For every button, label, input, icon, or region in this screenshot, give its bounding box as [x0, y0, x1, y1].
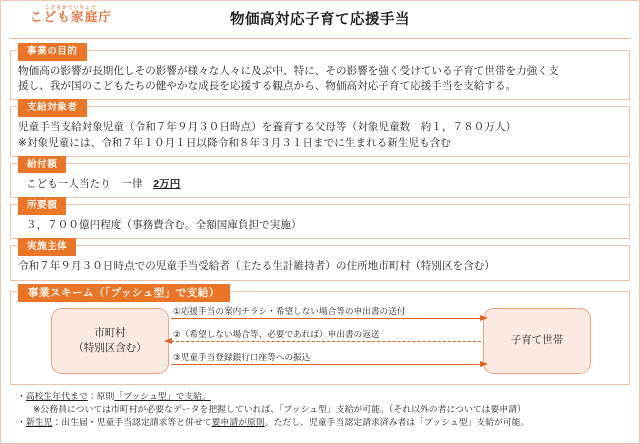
flow-arrow-1-label: ①応援手当の案内チラシ・希望しない場合等の申出書の送付: [173, 305, 406, 316]
benefit-amount-prefix: こども一人当たり 一律: [26, 177, 154, 190]
text-line: 令和７年９月３０日時点での児童手当受給者（主たる生計維持者）の住所地市町村（特別区を含む）: [18, 260, 495, 273]
footnote-line-2: ※公務員については市町村が必要なデータを把握していれば、「プッシュ型」支給が可能。（それ以外の者については要申請）: [33, 403, 526, 414]
section-label-scheme: 事業スキーム（「プッシュ型」で支給）: [18, 284, 230, 303]
section-eligible-recipients: [10, 102, 630, 156]
section-required-budget: [10, 200, 630, 239]
section-body-benefit-amount: [18, 177, 622, 192]
footnote-3-rest: 。ただし、児童手当認定請求済み者は「プッシュ型」支給が可能。: [264, 417, 530, 428]
section-purpose: [10, 46, 630, 100]
section-body-implementing-body: [18, 259, 622, 274]
benefit-amount-line: [26, 177, 622, 192]
section-label-purpose: 事業の目的: [18, 43, 87, 61]
text-line: 物価高の影響が長期化しその影響が様々な人々に及ぶ中、特に、その影響を強く受けている子育て世帯を力強く支: [18, 65, 559, 77]
text-line: 援し、我が国のこどもたちの健やかな成長を応援する観点から、物価高対応子育て応援手当を支給する。: [18, 80, 517, 93]
text-line: ３，７００億円程度（事務費含む。全額国庫負担で実施）: [26, 219, 302, 232]
arrow-right-icon: [480, 361, 488, 367]
diagram-node-municipality-text: [73, 326, 147, 355]
municipality-line-1: 市町村: [94, 326, 126, 339]
flow-arrow-3-label: ③児童手当登録銀行口座等への振込: [173, 351, 311, 362]
agency-logo-furigana: こどもかていちょう: [44, 4, 98, 11]
footnote-line-3: [17, 416, 630, 429]
flow-arrow-1-line: [171, 318, 481, 319]
section-scheme-diagram: [10, 286, 630, 385]
municipality-line-2: （特別区含む）: [73, 341, 147, 354]
section-body-required-budget: [18, 218, 622, 233]
benefit-amount-value: 2万円: [153, 177, 181, 190]
section-benefit-amount: [10, 158, 630, 198]
section-label-required-budget: 所要額: [18, 197, 66, 215]
diagram-node-household-text: 子育て世帯: [510, 334, 564, 347]
footnote-1-emphasis: 「プッシュ型」で支給。: [114, 390, 211, 401]
footnote-line-1: [17, 390, 630, 403]
section-label-implementing-body: 実施主体: [18, 238, 76, 256]
footnote-1-term: 高校生年代まで: [25, 390, 88, 401]
section-label-eligible-recipients: 支給対象者: [18, 99, 87, 117]
arrow-right-icon: [480, 315, 488, 321]
footnotes: [17, 390, 630, 430]
section-body-purpose: [18, 64, 622, 94]
page-title: 物価高対応子育て応援手当: [230, 12, 410, 28]
footnote-3-term: 新生児: [25, 417, 53, 428]
text-line: ※対象児童には、令和７年１０月１日以降令和８年３月３１日までに生まれる新生児も含む: [18, 136, 451, 149]
flow-arrow-2-line: [171, 341, 481, 342]
flow-arrow-2-label: ②（希望しない場合等、必要であれば）申出書の返送: [173, 328, 380, 339]
section-implementing-body: [10, 241, 630, 280]
footnote-1-mid: ：原則: [87, 390, 115, 401]
flow-diagram: [11, 292, 629, 384]
flow-arrow-3-line: [171, 364, 481, 365]
text-line: 児童手当支給対象児童（令和７年９月３０日時点）を養育する父母等（対象児童数 約１，７８０万人）: [18, 121, 517, 134]
header-divider: [9, 38, 631, 39]
footnote-bullet: ・: [17, 390, 26, 401]
arrow-left-icon: [164, 338, 172, 344]
section-body-eligible-recipients: [18, 120, 622, 150]
footnote-3-mid: ：出生届・児童手当認定請求等と併せて: [52, 417, 212, 428]
page-header: [1, 1, 639, 39]
footnote-bullet: ・: [17, 417, 26, 428]
footnote-3-emphasis: 要申請が原則: [211, 417, 265, 428]
agency-logo-name: こども家庭庁: [29, 10, 113, 25]
section-label-benefit-amount: 給付額: [18, 156, 66, 174]
diagram-node-municipality: [51, 308, 169, 374]
diagram-node-household: [483, 308, 591, 374]
